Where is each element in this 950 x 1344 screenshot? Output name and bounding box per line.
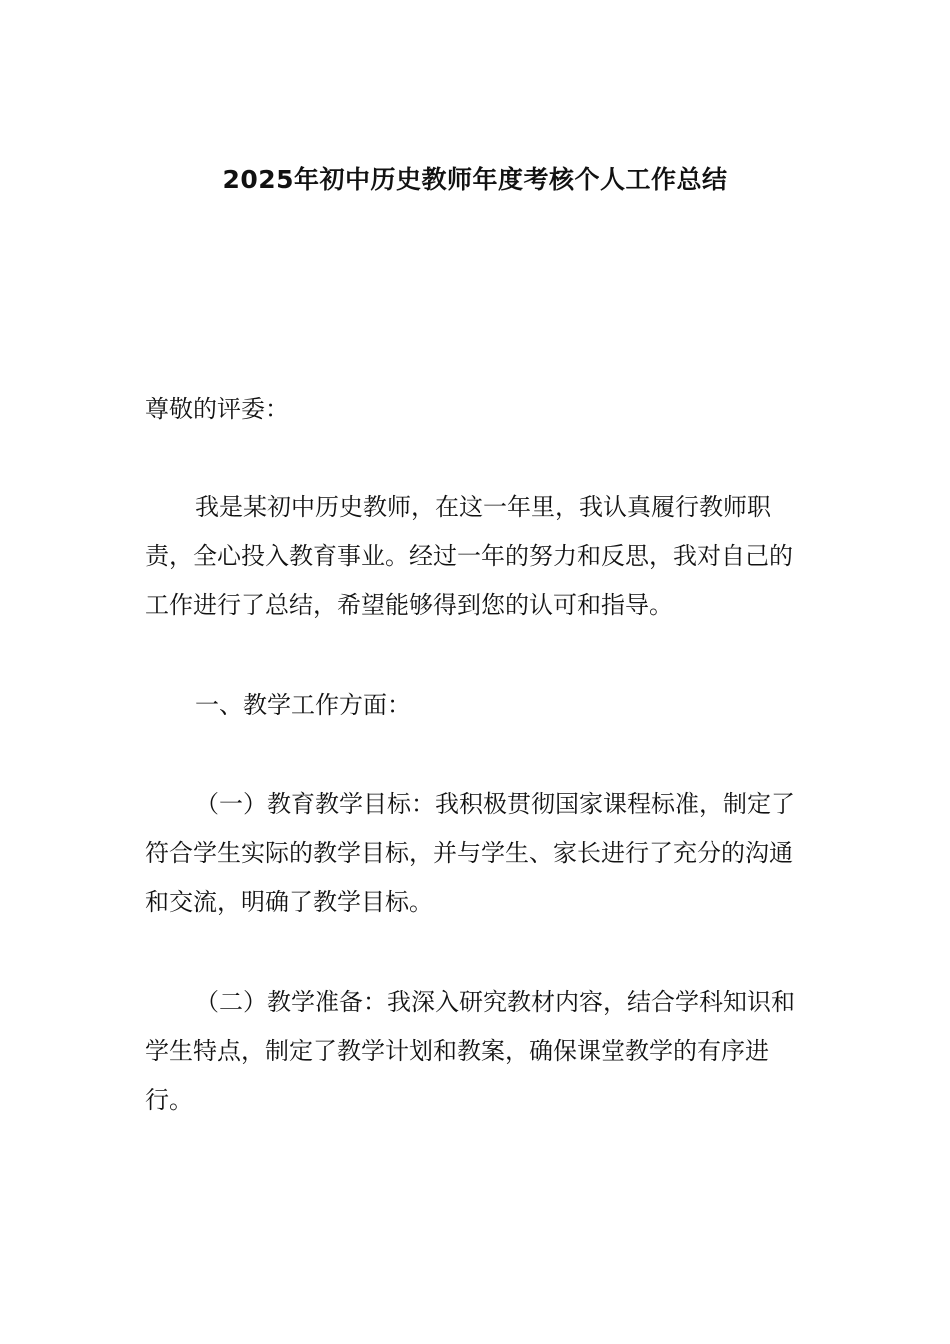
salutation: 尊敬的评委： (145, 395, 289, 423)
paragraph-intro: 我是某初中历史教师，在这一年里，我认真履行教师职责，全心投入教育事业。经过一年的努力和反思，我对自己的工作进行了总结，希望能够得到您的认可和指导。 (145, 493, 793, 619)
paragraph-teaching-preparation: （二）教学准备：我深入研究教材内容，结合学科知识和学生特点，制定了教学计划和教案，确保课堂教学的有序进行。 (145, 988, 795, 1114)
document-title: 2025年初中历史教师年度考核个人工作总结 (222, 165, 728, 194)
section-heading-teaching-work: 一、教学工作方面： (195, 691, 411, 719)
paragraph-teaching-goal: （一）教育教学目标：我积极贯彻国家课程标准，制定了符合学生实际的教学目标，并与学生、家长进行了充分的沟通和交流，明确了教学目标。 (145, 790, 795, 916)
